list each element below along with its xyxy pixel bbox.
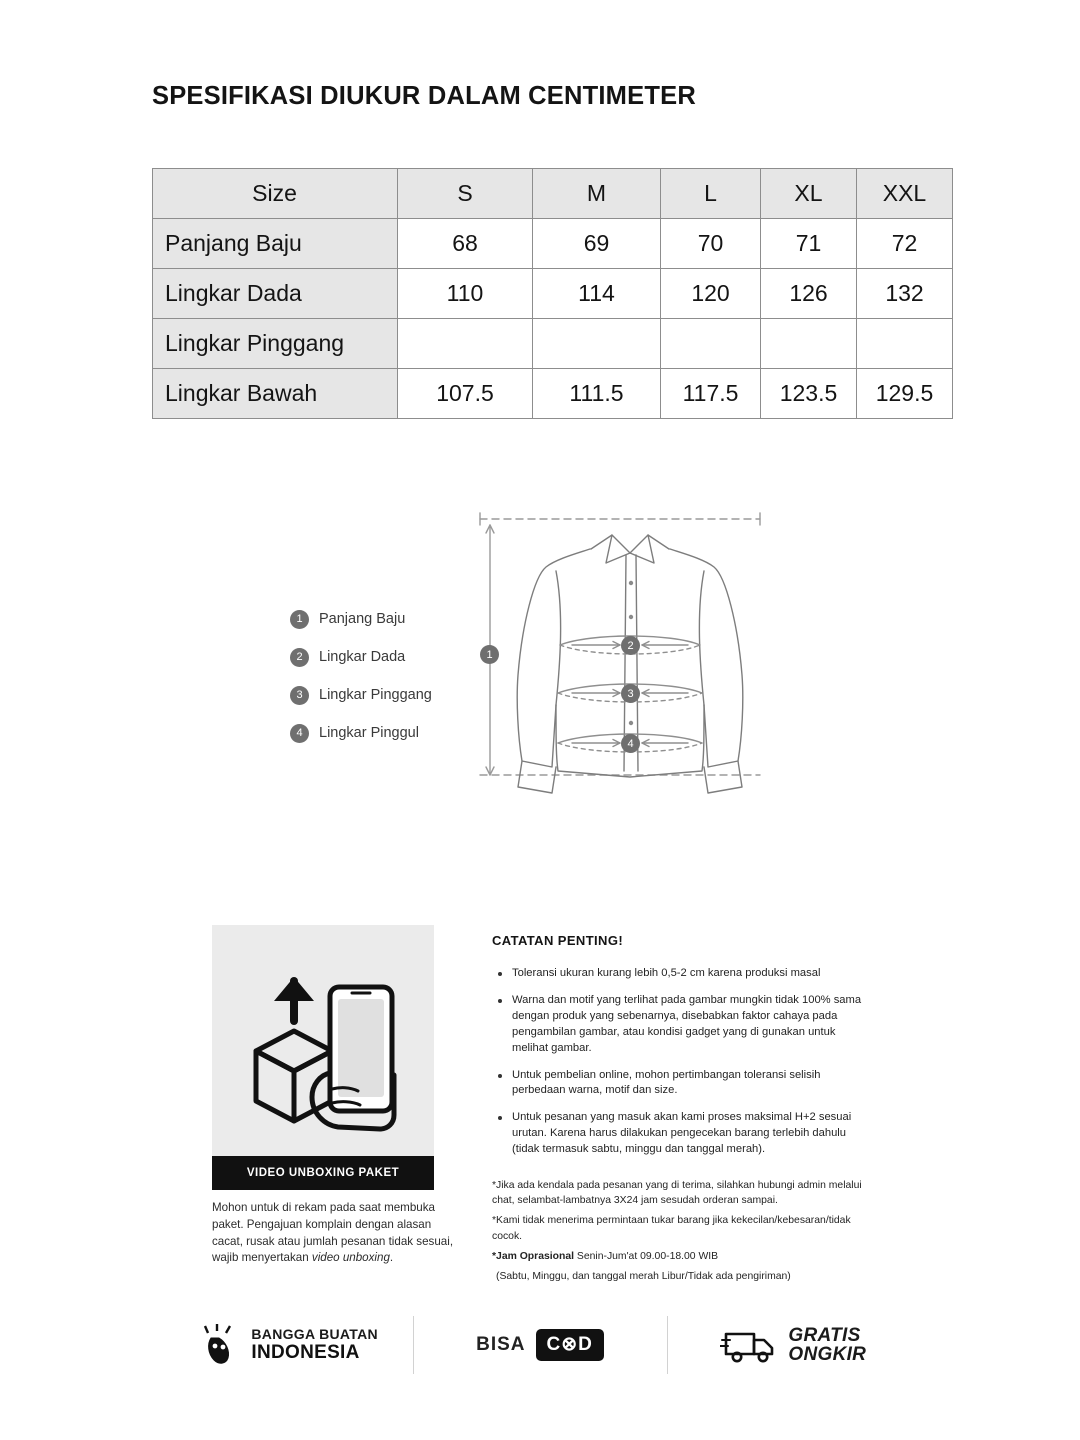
cell-lingkar-pinggang-s [398, 319, 533, 369]
badge-cod-prefix: BISA [476, 1334, 526, 1355]
diagram-marker-4: 4 [621, 734, 640, 753]
cell-lingkar-pinggang-m [533, 319, 661, 369]
footnote-2: *Kami tidak menerima permintaan tukar barang jika kekecilan/kebesaran/tidak cocok. [492, 1215, 851, 1242]
diagram-marker-2: 2 [621, 636, 640, 655]
hours-note: (Sabtu, Minggu, dan tanggal merah Libur/Tidak ada pengiriman) [496, 1271, 791, 1282]
badge-bangga-buatan-indonesia [160, 1310, 413, 1380]
cell-lingkar-dada-l: 120 [661, 269, 761, 319]
important-notes-section [212, 925, 870, 1282]
trust-badges [160, 1300, 920, 1390]
legend-item-4 [290, 714, 480, 752]
badge-cod-pill: C⊗D [536, 1329, 604, 1361]
note-text-2: Warna dan motif yang terlihat pada gambar mungkin tidak 100% sama dengan produk yang sebenarnya, disebabkan faktor cahaya pada pengambilan gambar, atau kondisi gadget yang di gunakan untuk melihat gambar. [512, 993, 862, 1054]
legend-badge-1: 1 [290, 610, 309, 629]
column-header-m: M [533, 169, 661, 219]
list-item [492, 993, 870, 1057]
list-item [492, 1110, 870, 1158]
measurement-diagram [290, 505, 810, 815]
legend-badge-2: 2 [290, 648, 309, 667]
phone-recording-box-icon [212, 925, 434, 1190]
size-specification-table [152, 168, 953, 419]
video-unboxing-illustration [212, 925, 434, 1190]
cell-panjang-baju-xl: 71 [761, 219, 857, 269]
row-label-lingkar-bawah: Lingkar Bawah [153, 369, 398, 419]
footnote-1: *Jika ada kendala pada pesanan yang di terima, silahkan hubungi admin melalui chat, selambat-lambatnya 3X24 jam sesudah orderan sampai. [492, 1180, 862, 1207]
legend-item-1 [290, 600, 480, 638]
column-header-xxl: XXL [857, 169, 953, 219]
cell-lingkar-bawah-xl: 123.5 [761, 369, 857, 419]
hours-label: *Jam Oprasional [492, 1250, 575, 1262]
hours-value: Senin-Jum'at 09.00-18.00 WIB [574, 1250, 719, 1262]
note-text-3: Untuk pembelian online, mohon pertimbangan toleransi selisih perbedaan warna, motif dan size. [512, 1068, 821, 1097]
indonesia-hand-icon [195, 1322, 241, 1368]
page-title: SPESIFIKASI DIUKUR DALAM CENTIMETER [152, 82, 696, 110]
cell-lingkar-dada-m: 114 [533, 269, 661, 319]
notes-heading: CATATAN PENTING! [492, 933, 624, 948]
legend-item-3 [290, 676, 480, 714]
list-item [492, 1068, 870, 1100]
legend-label-3: Lingkar Pinggang [319, 687, 432, 703]
shirt-illustration [460, 505, 800, 810]
row-label-lingkar-pinggang: Lingkar Pinggang [153, 319, 398, 369]
row-label-panjang-baju: Panjang Baju [153, 219, 398, 269]
column-header-l: L [661, 169, 761, 219]
diagram-legend [290, 600, 480, 752]
cell-lingkar-dada-s: 110 [398, 269, 533, 319]
footnote-hours [492, 1249, 870, 1264]
badge-bisa-cod [413, 1310, 666, 1380]
legend-badge-4: 4 [290, 724, 309, 743]
footnotes [492, 1178, 870, 1284]
badge-indonesia-line1: BANGGA BUATAN [251, 1326, 378, 1342]
cell-panjang-baju-s: 68 [398, 219, 533, 269]
bullet-dot-icon [498, 1074, 502, 1078]
shirt-svg [460, 505, 800, 805]
row-label-lingkar-dada: Lingkar Dada [153, 269, 398, 319]
note-text-4: Untuk pesanan yang masuk akan kami proses maksimal H+2 sesuai urutan. Karena harus dilakukan pengecekan barang terlebih dahulu (tidak termasuk sabtu, minggu dan tanggal merah). [512, 1111, 852, 1156]
table-row [153, 369, 953, 419]
badge-gratis-ongkir [667, 1310, 920, 1380]
cell-lingkar-dada-xl: 126 [761, 269, 857, 319]
cell-lingkar-bawah-s: 107.5 [398, 369, 533, 419]
cell-lingkar-bawah-l: 117.5 [661, 369, 761, 419]
bullet-dot-icon [498, 1116, 502, 1120]
legend-label-4: Lingkar Pinggul [319, 725, 419, 741]
video-note-text-1: Mohon untuk di rekam pada saat membuka paket. Pengajuan komplain dengan alasan cacat, rusak atau jumlah pesanan tidak sesuai, wajib menyertakan [212, 1201, 454, 1265]
cell-lingkar-pinggang-l [661, 319, 761, 369]
table-row [153, 219, 953, 269]
video-caption: VIDEO UNBOXING PAKET [212, 1156, 434, 1190]
badge-shipping-line2: ONGKIR [788, 1344, 867, 1365]
table-header-row [153, 169, 953, 219]
notes-list [492, 933, 870, 1289]
cell-lingkar-dada-xxl: 132 [857, 269, 953, 319]
cell-lingkar-pinggang-xxl [857, 319, 953, 369]
cell-lingkar-pinggang-xl [761, 319, 857, 369]
note-text-1: Toleransi ukuran kurang lebih 0,5-2 cm karena produksi masal [512, 967, 821, 979]
badge-shipping-line1: GRATIS [788, 1325, 861, 1346]
cell-lingkar-bawah-m: 111.5 [533, 369, 661, 419]
cell-lingkar-bawah-xxl: 129.5 [857, 369, 953, 419]
list-item [492, 966, 870, 982]
cell-panjang-baju-m: 69 [533, 219, 661, 269]
legend-item-2 [290, 638, 480, 676]
column-header-s: S [398, 169, 533, 219]
video-note-italic: video unboxing [311, 1251, 390, 1265]
table-row [153, 319, 953, 369]
cell-panjang-baju-l: 70 [661, 219, 761, 269]
delivery-truck-icon [720, 1324, 778, 1366]
cell-panjang-baju-xxl: 72 [857, 219, 953, 269]
legend-badge-3: 3 [290, 686, 309, 705]
column-header-size: Size [153, 169, 398, 219]
badge-indonesia-text [251, 1326, 378, 1364]
badge-shipping-text [788, 1326, 866, 1364]
table-row [153, 269, 953, 319]
column-header-xl: XL [761, 169, 857, 219]
legend-label-2: Lingkar Dada [319, 649, 406, 665]
legend-label-1: Panjang Baju [319, 611, 406, 627]
video-unboxing-card [212, 925, 454, 1267]
diagram-marker-3: 3 [621, 684, 640, 703]
bullet-dot-icon [498, 999, 502, 1003]
badge-indonesia-line2: INDONESIA [251, 1342, 360, 1363]
video-note-text-2: . [389, 1251, 394, 1265]
bullet-dot-icon [498, 972, 502, 976]
diagram-marker-1: 1 [480, 645, 499, 664]
video-unboxing-note [212, 1200, 460, 1267]
